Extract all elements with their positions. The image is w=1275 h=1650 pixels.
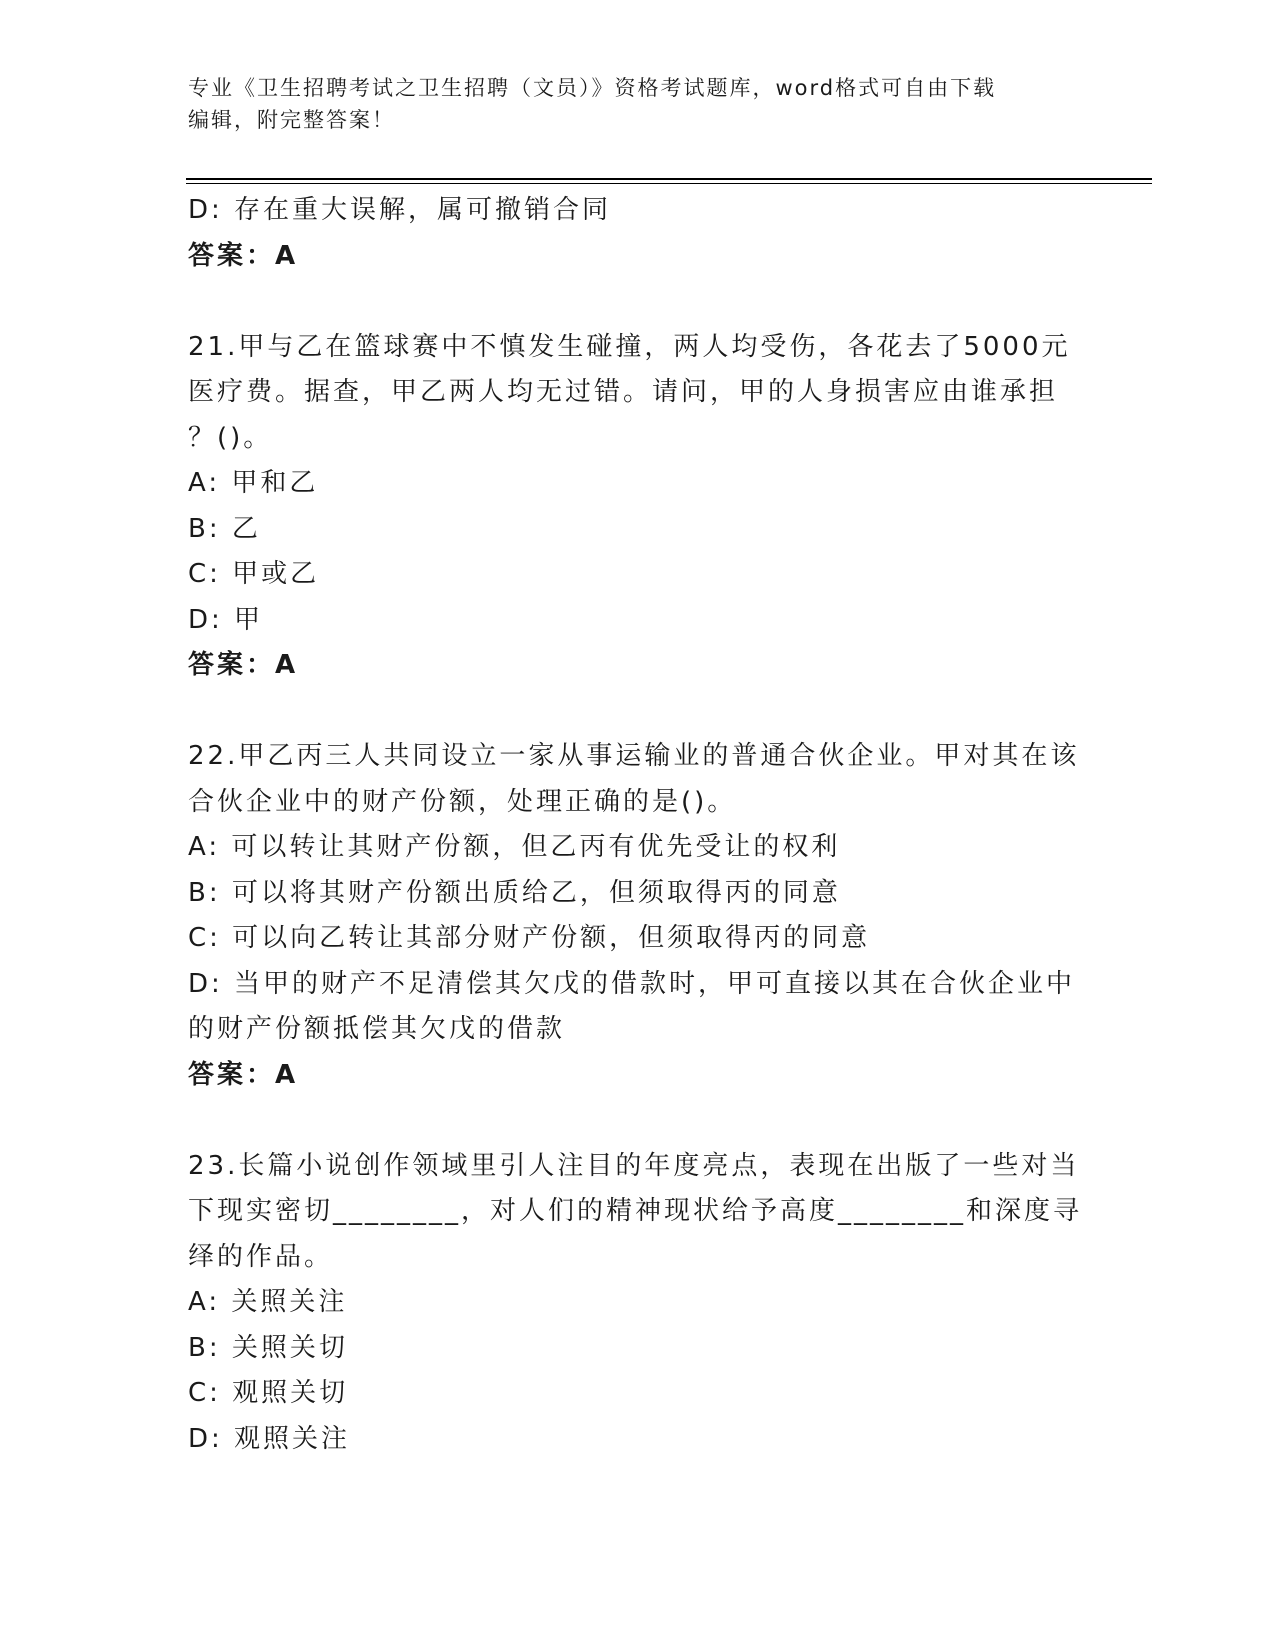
option-c: C: 甲或乙 xyxy=(188,559,320,589)
option-b: B: 乙 xyxy=(188,513,261,544)
option-a: A: 关照关注 xyxy=(188,1287,348,1317)
spacer xyxy=(188,279,1088,325)
question-22 xyxy=(188,734,1088,1098)
option-d: D: 观照关注 xyxy=(188,1423,351,1454)
spacer xyxy=(188,1098,1088,1144)
option-c: C: 观照关切 xyxy=(188,1378,349,1408)
spacer xyxy=(188,689,1088,735)
question-stem-line: 23.长篇小说创作领域里引人注目的年度亮点，表现在出版了一些对当 xyxy=(188,1150,1080,1181)
question-content xyxy=(188,188,1088,1462)
option-b: B: 关照关切 xyxy=(188,1332,348,1363)
question-stem-line: 合伙企业中的财产份额，处理正确的是()。 xyxy=(188,786,737,817)
question-23 xyxy=(188,1144,1088,1463)
option-d: D: 甲 xyxy=(188,604,264,635)
question-stem-line: 医疗费。据查，甲乙两人均无过错。请问，甲的人身损害应由谁承担 xyxy=(188,377,1059,407)
question-stem-line: 下现实密切________，对人们的精神现状给予高度________和深度寻 xyxy=(188,1196,1083,1226)
question-stem-line: 21.甲与乙在篮球赛中不慎发生碰撞，两人均受伤，各花去了5000元 xyxy=(188,331,1071,362)
option-c: C: 可以向乙转让其部分财产份额，但须取得丙的同意 xyxy=(188,923,871,953)
option-b: B: 可以将其财产份额出质给乙，但须取得丙的同意 xyxy=(188,877,841,908)
option-d-continued: 的财产份额抵偿其欠戊的借款 xyxy=(188,1014,566,1044)
question-stem-line: 22.甲乙丙三人共同设立一家从事运输业的普通合伙企业。甲对其在该 xyxy=(188,741,1080,771)
option-d: D: 当甲的财产不足清偿其欠戊的借款时，甲可直接以其在合伙企业中 xyxy=(188,968,1076,999)
question-stem-line: 绎的作品。 xyxy=(188,1241,334,1272)
answer: 答案：A xyxy=(188,1059,299,1090)
option-a: A: 可以转让其财产份额，但乙丙有优先受让的权利 xyxy=(188,832,841,862)
document-header xyxy=(188,72,1088,136)
answer: 答案：A xyxy=(188,650,299,680)
prev-option-d: D: 存在重大误解，属可撤销合同 xyxy=(188,195,612,225)
question-21 xyxy=(188,325,1088,689)
header-line-1: 专业《卫生招聘考试之卫生招聘（文员）》资格考试题库，word格式可自由下载 xyxy=(188,76,997,100)
header-line-2: 编辑，附完整答案！ xyxy=(188,108,395,132)
option-a: A: 甲和乙 xyxy=(188,468,319,498)
header-divider-thin xyxy=(186,183,1152,184)
header-divider-thick xyxy=(186,178,1152,180)
prev-answer: 答案：A xyxy=(188,240,299,271)
question-stem-line: ？()。 xyxy=(188,422,273,453)
